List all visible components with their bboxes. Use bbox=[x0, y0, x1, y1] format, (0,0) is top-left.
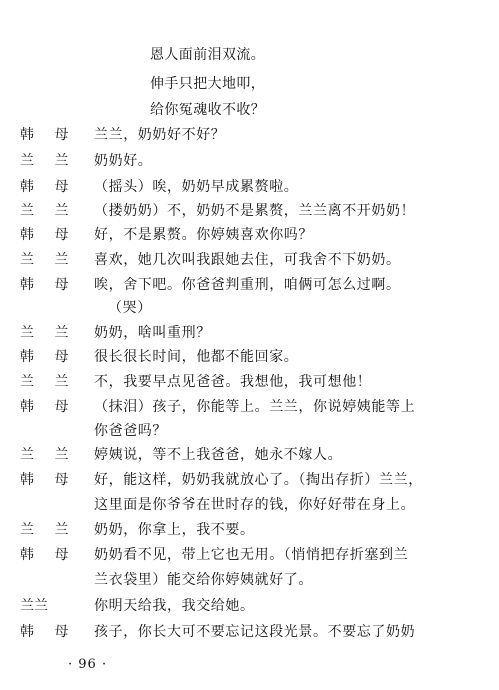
dialogue-text: （摇头）唉，奶奶早成累赘啦。 bbox=[94, 179, 299, 195]
dialogue-text: 好，不是累赘。你婷姨喜欢你吗？ bbox=[94, 227, 313, 243]
dialogue-text: 唉，舍下吧。你爸爸判重刑，咱俩可怎么过啊。 bbox=[94, 277, 401, 293]
speaker-name: 韩 母 bbox=[20, 127, 77, 143]
speaker-name: 兰 兰 bbox=[20, 252, 77, 268]
dialogue-text: （抹泪）孩子，你能等上。兰兰，你说婷姨能等上 bbox=[94, 399, 416, 415]
speaker-name: 兰兰 bbox=[20, 598, 48, 614]
speaker-name: 兰 兰 bbox=[20, 447, 77, 463]
speaker-name: 韩 母 bbox=[20, 179, 77, 195]
dialogue-continuation: 你爸爸吗？ bbox=[94, 423, 167, 439]
dialogue-text: 你明天给我，我交给她。 bbox=[94, 598, 255, 614]
dialogue-text: （搂奶奶）不，奶奶不是累赘，兰兰离不开奶奶！ bbox=[94, 203, 416, 219]
page-number: · 96 · bbox=[68, 657, 108, 672]
speaker-name: 兰 兰 bbox=[20, 203, 77, 219]
dialogue-text: 奶奶，你拿上，我不要。 bbox=[94, 522, 255, 538]
dialogue-continuation: 这里面是你爷爷在世时存的钱，你好好带在身上。 bbox=[94, 497, 416, 513]
speaker-name: 韩 母 bbox=[20, 472, 77, 488]
dialogue-text: 孩子，你长大可不要忘记这段光景。不要忘了奶奶 bbox=[94, 624, 416, 640]
speaker-name: 韩 母 bbox=[20, 547, 77, 563]
speaker-name: 韩 母 bbox=[20, 277, 77, 293]
dialogue-text: 婷姨说，等不上我爸爸，她永不嫁人。 bbox=[94, 447, 343, 463]
dialogue-text: 喜欢，她几次叫我跟她去住，可我舍不下奶奶。 bbox=[94, 252, 401, 268]
speaker-name: 韩 母 bbox=[20, 227, 77, 243]
dialogue-text: 好，能这样，奶奶我就放心了。（掏出存折）兰兰， bbox=[94, 472, 423, 488]
speaker-name: 兰 兰 bbox=[20, 325, 77, 341]
speaker-name: 韩 母 bbox=[20, 624, 77, 640]
speaker-name: 兰 兰 bbox=[20, 153, 77, 169]
dialogue-continuation: 兰衣袋里）能交给你婷姨就好了。 bbox=[94, 572, 313, 588]
dialogue-text: 奶奶好。 bbox=[94, 153, 153, 169]
poem-line: 给你冤魂收不收？ bbox=[150, 102, 266, 118]
stage-direction: （哭） bbox=[108, 300, 152, 316]
speaker-name: 兰 兰 bbox=[20, 374, 77, 390]
dialogue-text: 奶奶，啥叫重刑？ bbox=[94, 325, 211, 341]
speaker-name: 韩 母 bbox=[20, 399, 77, 415]
poem-line: 恩人面前泪双流。 bbox=[150, 47, 266, 63]
dialogue-text: 不，我要早点见爸爸。我想他，我可想他！ bbox=[94, 374, 372, 390]
speaker-name: 韩 母 bbox=[20, 349, 77, 365]
dialogue-text: 很长很长时间，他都不能回家。 bbox=[94, 349, 299, 365]
speaker-name: 兰 兰 bbox=[20, 522, 77, 538]
dialogue-text: 奶奶看不见，带上它也无用。（悄悄把存折塞到兰 bbox=[94, 547, 409, 563]
dialogue-text: 兰兰，奶奶好不好？ bbox=[94, 127, 226, 143]
poem-line: 伸手只把大地叩， bbox=[150, 76, 266, 92]
